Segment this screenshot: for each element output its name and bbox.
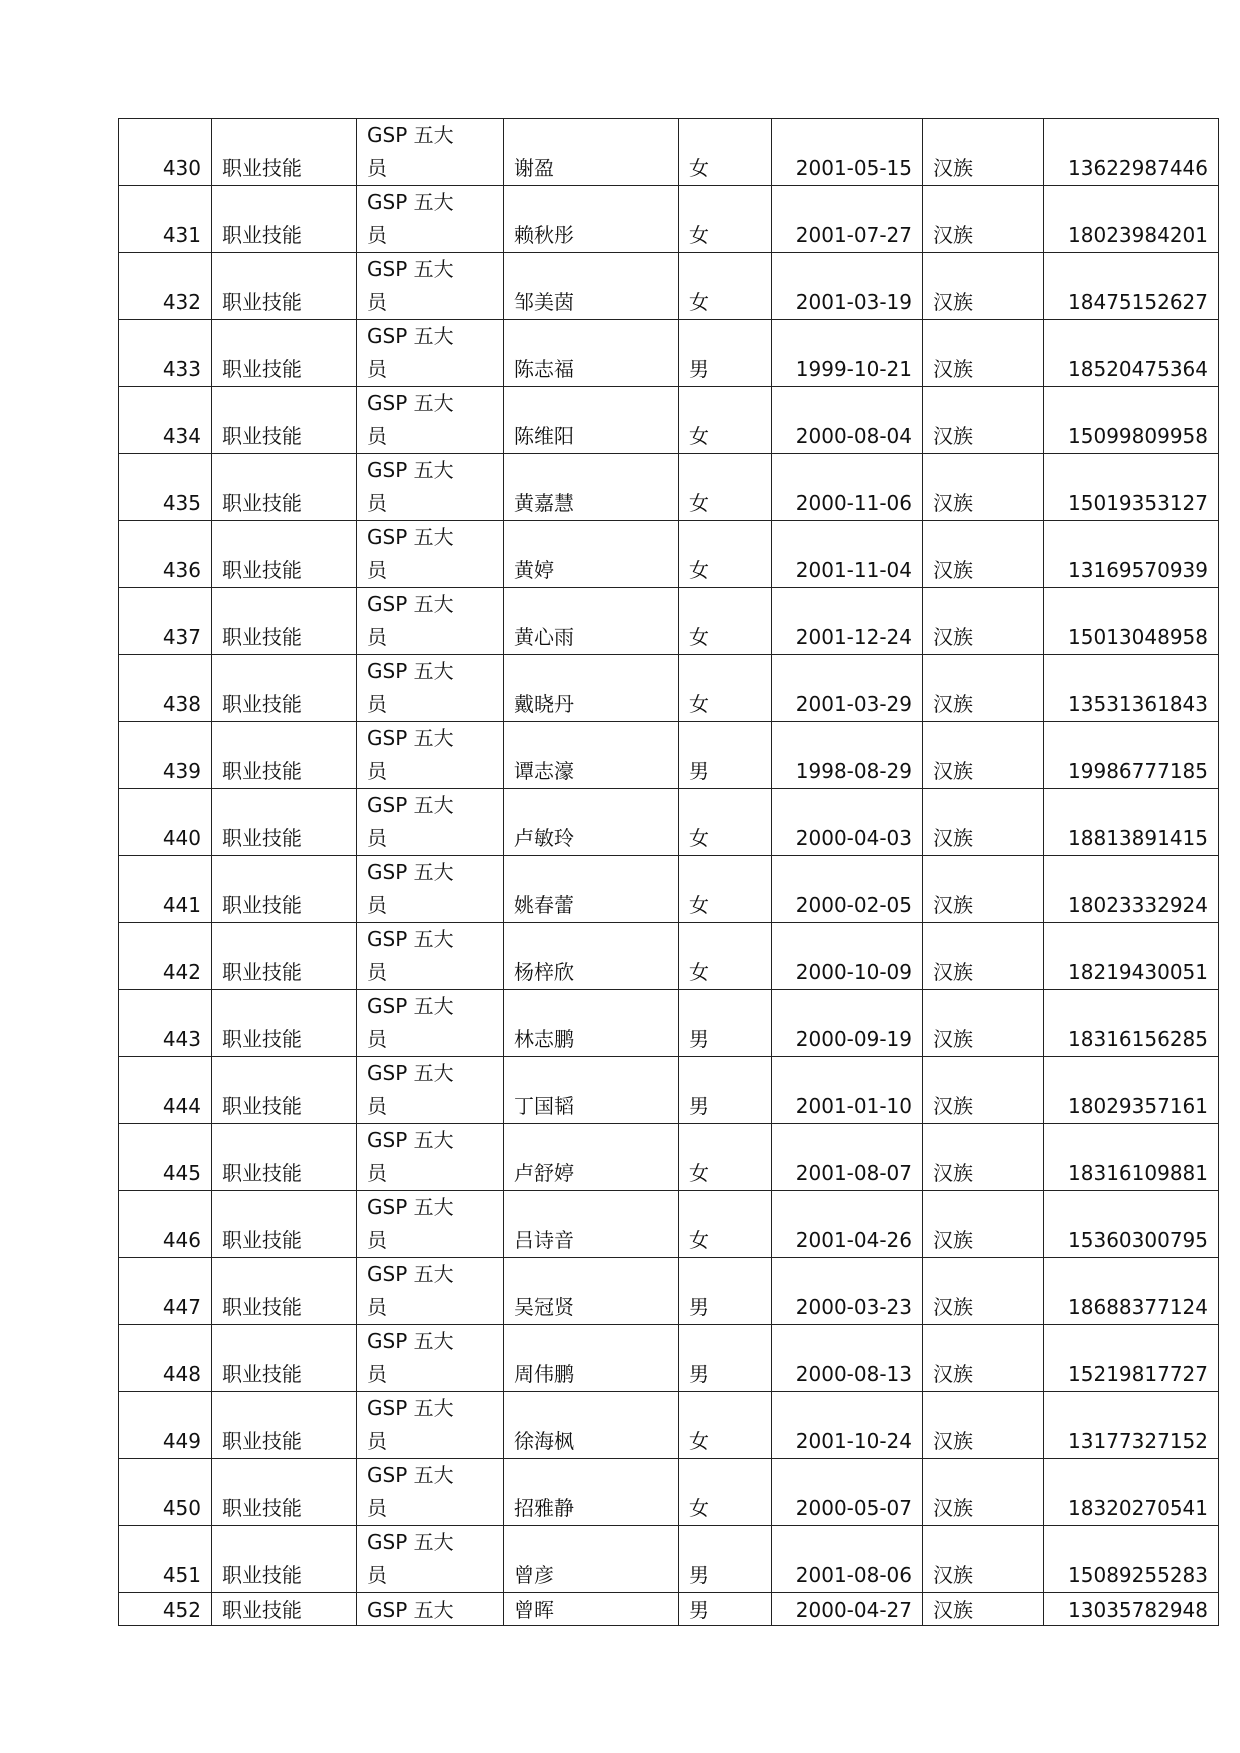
student-name-cell: 林志鹏 <box>504 990 679 1057</box>
birth-date-cell: 2001-07-27 <box>772 186 923 253</box>
sex-cell: 男 <box>679 1526 772 1593</box>
student-name-cell: 吕诗音 <box>504 1191 679 1258</box>
row-number-cell: 443 <box>119 990 212 1057</box>
table-row <box>119 1392 1219 1459</box>
category-cell: 职业技能 <box>212 1325 357 1392</box>
category-cell: 职业技能 <box>212 722 357 789</box>
sex-cell: 女 <box>679 923 772 990</box>
phone-cell: 13531361843 <box>1044 655 1219 722</box>
ethnicity-cell: 汉族 <box>923 1124 1044 1191</box>
ethnicity-cell: 汉族 <box>923 119 1044 186</box>
course-line-2: 员 <box>367 1362 387 1386</box>
category-cell: 职业技能 <box>212 1191 357 1258</box>
course-line-1: GSP 五大 <box>367 726 454 750</box>
category-cell: 职业技能 <box>212 320 357 387</box>
course-line-2: 员 <box>367 491 387 515</box>
row-number-cell: 432 <box>119 253 212 320</box>
table-row <box>119 1459 1219 1526</box>
course-line-1: GSP 五大 <box>367 257 454 281</box>
student-name-cell: 吴冠贤 <box>504 1258 679 1325</box>
sex-cell: 女 <box>679 1459 772 1526</box>
category-cell: 职业技能 <box>212 655 357 722</box>
course-line-1: GSP 五大 <box>367 592 454 616</box>
ethnicity-cell: 汉族 <box>923 521 1044 588</box>
course-line-1: GSP 五大 <box>367 190 454 214</box>
course-line-1: GSP 五大 <box>367 659 454 683</box>
table-row <box>119 1526 1219 1593</box>
sex-cell: 女 <box>679 789 772 856</box>
course-cell <box>357 1526 504 1593</box>
ethnicity-cell: 汉族 <box>923 856 1044 923</box>
phone-cell: 18813891415 <box>1044 789 1219 856</box>
ethnicity-cell: 汉族 <box>923 655 1044 722</box>
student-name-cell: 黄嘉慧 <box>504 454 679 521</box>
course-line-1: GSP 五大 <box>367 1061 454 1085</box>
ethnicity-cell: 汉族 <box>923 186 1044 253</box>
row-number-cell: 452 <box>119 1593 212 1626</box>
category-cell: 职业技能 <box>212 387 357 454</box>
phone-cell: 15219817727 <box>1044 1325 1219 1392</box>
row-number-cell: 437 <box>119 588 212 655</box>
table-row <box>119 1593 1219 1626</box>
course-cell <box>357 253 504 320</box>
ethnicity-cell: 汉族 <box>923 387 1044 454</box>
row-number-cell: 440 <box>119 789 212 856</box>
student-name-cell: 陈志福 <box>504 320 679 387</box>
phone-cell: 18316109881 <box>1044 1124 1219 1191</box>
table-row <box>119 320 1219 387</box>
table-row <box>119 722 1219 789</box>
course-cell <box>357 990 504 1057</box>
course-cell <box>357 923 504 990</box>
course-line-1: GSP 五大 <box>367 1329 454 1353</box>
row-number-cell: 447 <box>119 1258 212 1325</box>
table-row <box>119 923 1219 990</box>
phone-cell: 18320270541 <box>1044 1459 1219 1526</box>
course-line-1: GSP 五大 <box>367 1598 454 1622</box>
birth-date-cell: 2001-08-06 <box>772 1526 923 1593</box>
student-name-cell: 曾彦 <box>504 1526 679 1593</box>
course-line-2: 员 <box>367 290 387 314</box>
ethnicity-cell: 汉族 <box>923 1057 1044 1124</box>
sex-cell: 男 <box>679 1057 772 1124</box>
birth-date-cell: 2000-04-27 <box>772 1593 923 1626</box>
ethnicity-cell: 汉族 <box>923 320 1044 387</box>
birth-date-cell: 2000-03-23 <box>772 1258 923 1325</box>
course-line-2: 员 <box>367 1094 387 1118</box>
course-line-2: 员 <box>367 826 387 850</box>
student-name-cell: 戴晓丹 <box>504 655 679 722</box>
student-name-cell: 丁国韬 <box>504 1057 679 1124</box>
table-row <box>119 789 1219 856</box>
course-cell <box>357 387 504 454</box>
row-number-cell: 448 <box>119 1325 212 1392</box>
course-line-1: GSP 五大 <box>367 525 454 549</box>
category-cell: 职业技能 <box>212 521 357 588</box>
course-cell <box>357 856 504 923</box>
birth-date-cell: 2000-05-07 <box>772 1459 923 1526</box>
course-cell <box>357 1459 504 1526</box>
course-cell <box>357 454 504 521</box>
ethnicity-cell: 汉族 <box>923 454 1044 521</box>
student-name-cell: 谢盈 <box>504 119 679 186</box>
course-line-2: 员 <box>367 893 387 917</box>
course-line-1: GSP 五大 <box>367 1262 454 1286</box>
category-cell: 职业技能 <box>212 1258 357 1325</box>
course-cell <box>357 655 504 722</box>
birth-date-cell: 2001-05-15 <box>772 119 923 186</box>
ethnicity-cell: 汉族 <box>923 1526 1044 1593</box>
course-line-1: GSP 五大 <box>367 860 454 884</box>
sex-cell: 女 <box>679 856 772 923</box>
table-row <box>119 990 1219 1057</box>
sex-cell: 女 <box>679 454 772 521</box>
table-row <box>119 454 1219 521</box>
course-line-2: 员 <box>367 223 387 247</box>
course-line-2: 员 <box>367 960 387 984</box>
category-cell: 职业技能 <box>212 454 357 521</box>
phone-cell: 13035782948 <box>1044 1593 1219 1626</box>
birth-date-cell: 2000-08-04 <box>772 387 923 454</box>
phone-cell: 18316156285 <box>1044 990 1219 1057</box>
row-number-cell: 441 <box>119 856 212 923</box>
course-line-2: 员 <box>367 1161 387 1185</box>
row-number-cell: 446 <box>119 1191 212 1258</box>
sex-cell: 男 <box>679 990 772 1057</box>
course-cell <box>357 1325 504 1392</box>
course-line-1: GSP 五大 <box>367 123 454 147</box>
sex-cell: 男 <box>679 722 772 789</box>
table-row <box>119 521 1219 588</box>
ethnicity-cell: 汉族 <box>923 1258 1044 1325</box>
course-cell <box>357 1258 504 1325</box>
table-row <box>119 1124 1219 1191</box>
course-line-1: GSP 五大 <box>367 1195 454 1219</box>
course-line-2: 员 <box>367 1228 387 1252</box>
phone-cell: 15013048958 <box>1044 588 1219 655</box>
row-number-cell: 431 <box>119 186 212 253</box>
student-name-cell: 招雅静 <box>504 1459 679 1526</box>
category-cell: 职业技能 <box>212 1124 357 1191</box>
table-row <box>119 856 1219 923</box>
student-name-cell: 陈维阳 <box>504 387 679 454</box>
sex-cell: 男 <box>679 1325 772 1392</box>
row-number-cell: 433 <box>119 320 212 387</box>
student-name-cell: 谭志濠 <box>504 722 679 789</box>
birth-date-cell: 2000-04-03 <box>772 789 923 856</box>
sex-cell: 女 <box>679 1392 772 1459</box>
student-name-cell: 曾晖 <box>504 1593 679 1626</box>
sex-cell: 女 <box>679 387 772 454</box>
course-line-1: GSP 五大 <box>367 1463 454 1487</box>
course-line-1: GSP 五大 <box>367 458 454 482</box>
student-name-cell: 徐海枫 <box>504 1392 679 1459</box>
course-line-1: GSP 五大 <box>367 1396 454 1420</box>
phone-cell: 15099809958 <box>1044 387 1219 454</box>
course-line-2: 员 <box>367 156 387 180</box>
course-line-2: 员 <box>367 1429 387 1453</box>
course-cell <box>357 1124 504 1191</box>
row-number-cell: 439 <box>119 722 212 789</box>
category-cell: 职业技能 <box>212 1057 357 1124</box>
course-cell <box>357 186 504 253</box>
course-cell <box>357 1392 504 1459</box>
sex-cell: 女 <box>679 655 772 722</box>
phone-cell: 18475152627 <box>1044 253 1219 320</box>
phone-cell: 13622987446 <box>1044 119 1219 186</box>
course-line-2: 员 <box>367 692 387 716</box>
student-name-cell: 黄婷 <box>504 521 679 588</box>
phone-cell: 13169570939 <box>1044 521 1219 588</box>
student-name-cell: 杨梓欣 <box>504 923 679 990</box>
table-row <box>119 1191 1219 1258</box>
course-line-2: 员 <box>367 625 387 649</box>
sex-cell: 男 <box>679 1258 772 1325</box>
course-line-1: GSP 五大 <box>367 1128 454 1152</box>
course-line-2: 员 <box>367 357 387 381</box>
table-row <box>119 186 1219 253</box>
course-line-2: 员 <box>367 759 387 783</box>
row-number-cell: 438 <box>119 655 212 722</box>
course-cell <box>357 119 504 186</box>
sex-cell: 女 <box>679 588 772 655</box>
course-line-1: GSP 五大 <box>367 994 454 1018</box>
course-line-1: GSP 五大 <box>367 391 454 415</box>
ethnicity-cell: 汉族 <box>923 722 1044 789</box>
row-number-cell: 444 <box>119 1057 212 1124</box>
birth-date-cell: 2001-11-04 <box>772 521 923 588</box>
ethnicity-cell: 汉族 <box>923 588 1044 655</box>
course-cell <box>357 1057 504 1124</box>
birth-date-cell: 2000-11-06 <box>772 454 923 521</box>
ethnicity-cell: 汉族 <box>923 253 1044 320</box>
student-name-cell: 邹美茵 <box>504 253 679 320</box>
student-name-cell: 卢舒婷 <box>504 1124 679 1191</box>
category-cell: 职业技能 <box>212 186 357 253</box>
ethnicity-cell: 汉族 <box>923 1191 1044 1258</box>
category-cell: 职业技能 <box>212 253 357 320</box>
roster-table-body <box>119 119 1219 1626</box>
phone-cell: 15019353127 <box>1044 454 1219 521</box>
category-cell: 职业技能 <box>212 789 357 856</box>
course-cell <box>357 521 504 588</box>
student-name-cell: 姚春蕾 <box>504 856 679 923</box>
course-line-1: GSP 五大 <box>367 793 454 817</box>
row-number-cell: 450 <box>119 1459 212 1526</box>
table-row <box>119 1057 1219 1124</box>
category-cell: 职业技能 <box>212 1526 357 1593</box>
ethnicity-cell: 汉族 <box>923 789 1044 856</box>
student-name-cell: 赖秋彤 <box>504 186 679 253</box>
course-cell <box>357 588 504 655</box>
row-number-cell: 445 <box>119 1124 212 1191</box>
ethnicity-cell: 汉族 <box>923 923 1044 990</box>
birth-date-cell: 2001-01-10 <box>772 1057 923 1124</box>
phone-cell: 18520475364 <box>1044 320 1219 387</box>
course-line-1: GSP 五大 <box>367 1530 454 1554</box>
sex-cell: 女 <box>679 1191 772 1258</box>
row-number-cell: 436 <box>119 521 212 588</box>
sex-cell: 女 <box>679 186 772 253</box>
table-row <box>119 588 1219 655</box>
birth-date-cell: 2001-03-19 <box>772 253 923 320</box>
course-cell <box>357 1191 504 1258</box>
table-row <box>119 1325 1219 1392</box>
birth-date-cell: 1999-10-21 <box>772 320 923 387</box>
student-name-cell: 黄心雨 <box>504 588 679 655</box>
birth-date-cell: 2001-12-24 <box>772 588 923 655</box>
table-row <box>119 387 1219 454</box>
ethnicity-cell: 汉族 <box>923 1593 1044 1626</box>
phone-cell: 18023332924 <box>1044 856 1219 923</box>
course-cell <box>357 789 504 856</box>
ethnicity-cell: 汉族 <box>923 990 1044 1057</box>
row-number-cell: 435 <box>119 454 212 521</box>
phone-cell: 15360300795 <box>1044 1191 1219 1258</box>
category-cell: 职业技能 <box>212 923 357 990</box>
category-cell: 职业技能 <box>212 990 357 1057</box>
sex-cell: 男 <box>679 1593 772 1626</box>
student-name-cell: 卢敏玲 <box>504 789 679 856</box>
sex-cell: 女 <box>679 521 772 588</box>
sex-cell: 女 <box>679 1124 772 1191</box>
ethnicity-cell: 汉族 <box>923 1392 1044 1459</box>
roster-table <box>118 118 1219 1626</box>
row-number-cell: 430 <box>119 119 212 186</box>
course-cell <box>357 722 504 789</box>
ethnicity-cell: 汉族 <box>923 1459 1044 1526</box>
birth-date-cell: 2000-08-13 <box>772 1325 923 1392</box>
sex-cell: 女 <box>679 119 772 186</box>
course-cell <box>357 320 504 387</box>
course-line-2: 员 <box>367 1496 387 1520</box>
birth-date-cell: 2000-10-09 <box>772 923 923 990</box>
phone-cell: 13177327152 <box>1044 1392 1219 1459</box>
ethnicity-cell: 汉族 <box>923 1325 1044 1392</box>
phone-cell: 18029357161 <box>1044 1057 1219 1124</box>
phone-cell: 18219430051 <box>1044 923 1219 990</box>
category-cell: 职业技能 <box>212 1459 357 1526</box>
category-cell: 职业技能 <box>212 119 357 186</box>
table-row <box>119 253 1219 320</box>
course-line-2: 员 <box>367 424 387 448</box>
birth-date-cell: 2000-02-05 <box>772 856 923 923</box>
birth-date-cell: 1998-08-29 <box>772 722 923 789</box>
birth-date-cell: 2001-08-07 <box>772 1124 923 1191</box>
table-row <box>119 655 1219 722</box>
course-cell <box>357 1593 504 1626</box>
birth-date-cell: 2001-03-29 <box>772 655 923 722</box>
course-line-2: 员 <box>367 1295 387 1319</box>
birth-date-cell: 2001-10-24 <box>772 1392 923 1459</box>
birth-date-cell: 2001-04-26 <box>772 1191 923 1258</box>
phone-cell: 19986777185 <box>1044 722 1219 789</box>
course-line-2: 员 <box>367 1563 387 1587</box>
course-line-1: GSP 五大 <box>367 927 454 951</box>
category-cell: 职业技能 <box>212 856 357 923</box>
sex-cell: 女 <box>679 253 772 320</box>
phone-cell: 18688377124 <box>1044 1258 1219 1325</box>
row-number-cell: 434 <box>119 387 212 454</box>
course-line-1: GSP 五大 <box>367 324 454 348</box>
category-cell: 职业技能 <box>212 1593 357 1626</box>
table-row <box>119 119 1219 186</box>
category-cell: 职业技能 <box>212 588 357 655</box>
course-line-2: 员 <box>367 1027 387 1051</box>
phone-cell: 15089255283 <box>1044 1526 1219 1593</box>
student-name-cell: 周伟鹏 <box>504 1325 679 1392</box>
phone-cell: 18023984201 <box>1044 186 1219 253</box>
row-number-cell: 442 <box>119 923 212 990</box>
row-number-cell: 449 <box>119 1392 212 1459</box>
table-row <box>119 1258 1219 1325</box>
sex-cell: 男 <box>679 320 772 387</box>
birth-date-cell: 2000-09-19 <box>772 990 923 1057</box>
course-line-2: 员 <box>367 558 387 582</box>
category-cell: 职业技能 <box>212 1392 357 1459</box>
row-number-cell: 451 <box>119 1526 212 1593</box>
